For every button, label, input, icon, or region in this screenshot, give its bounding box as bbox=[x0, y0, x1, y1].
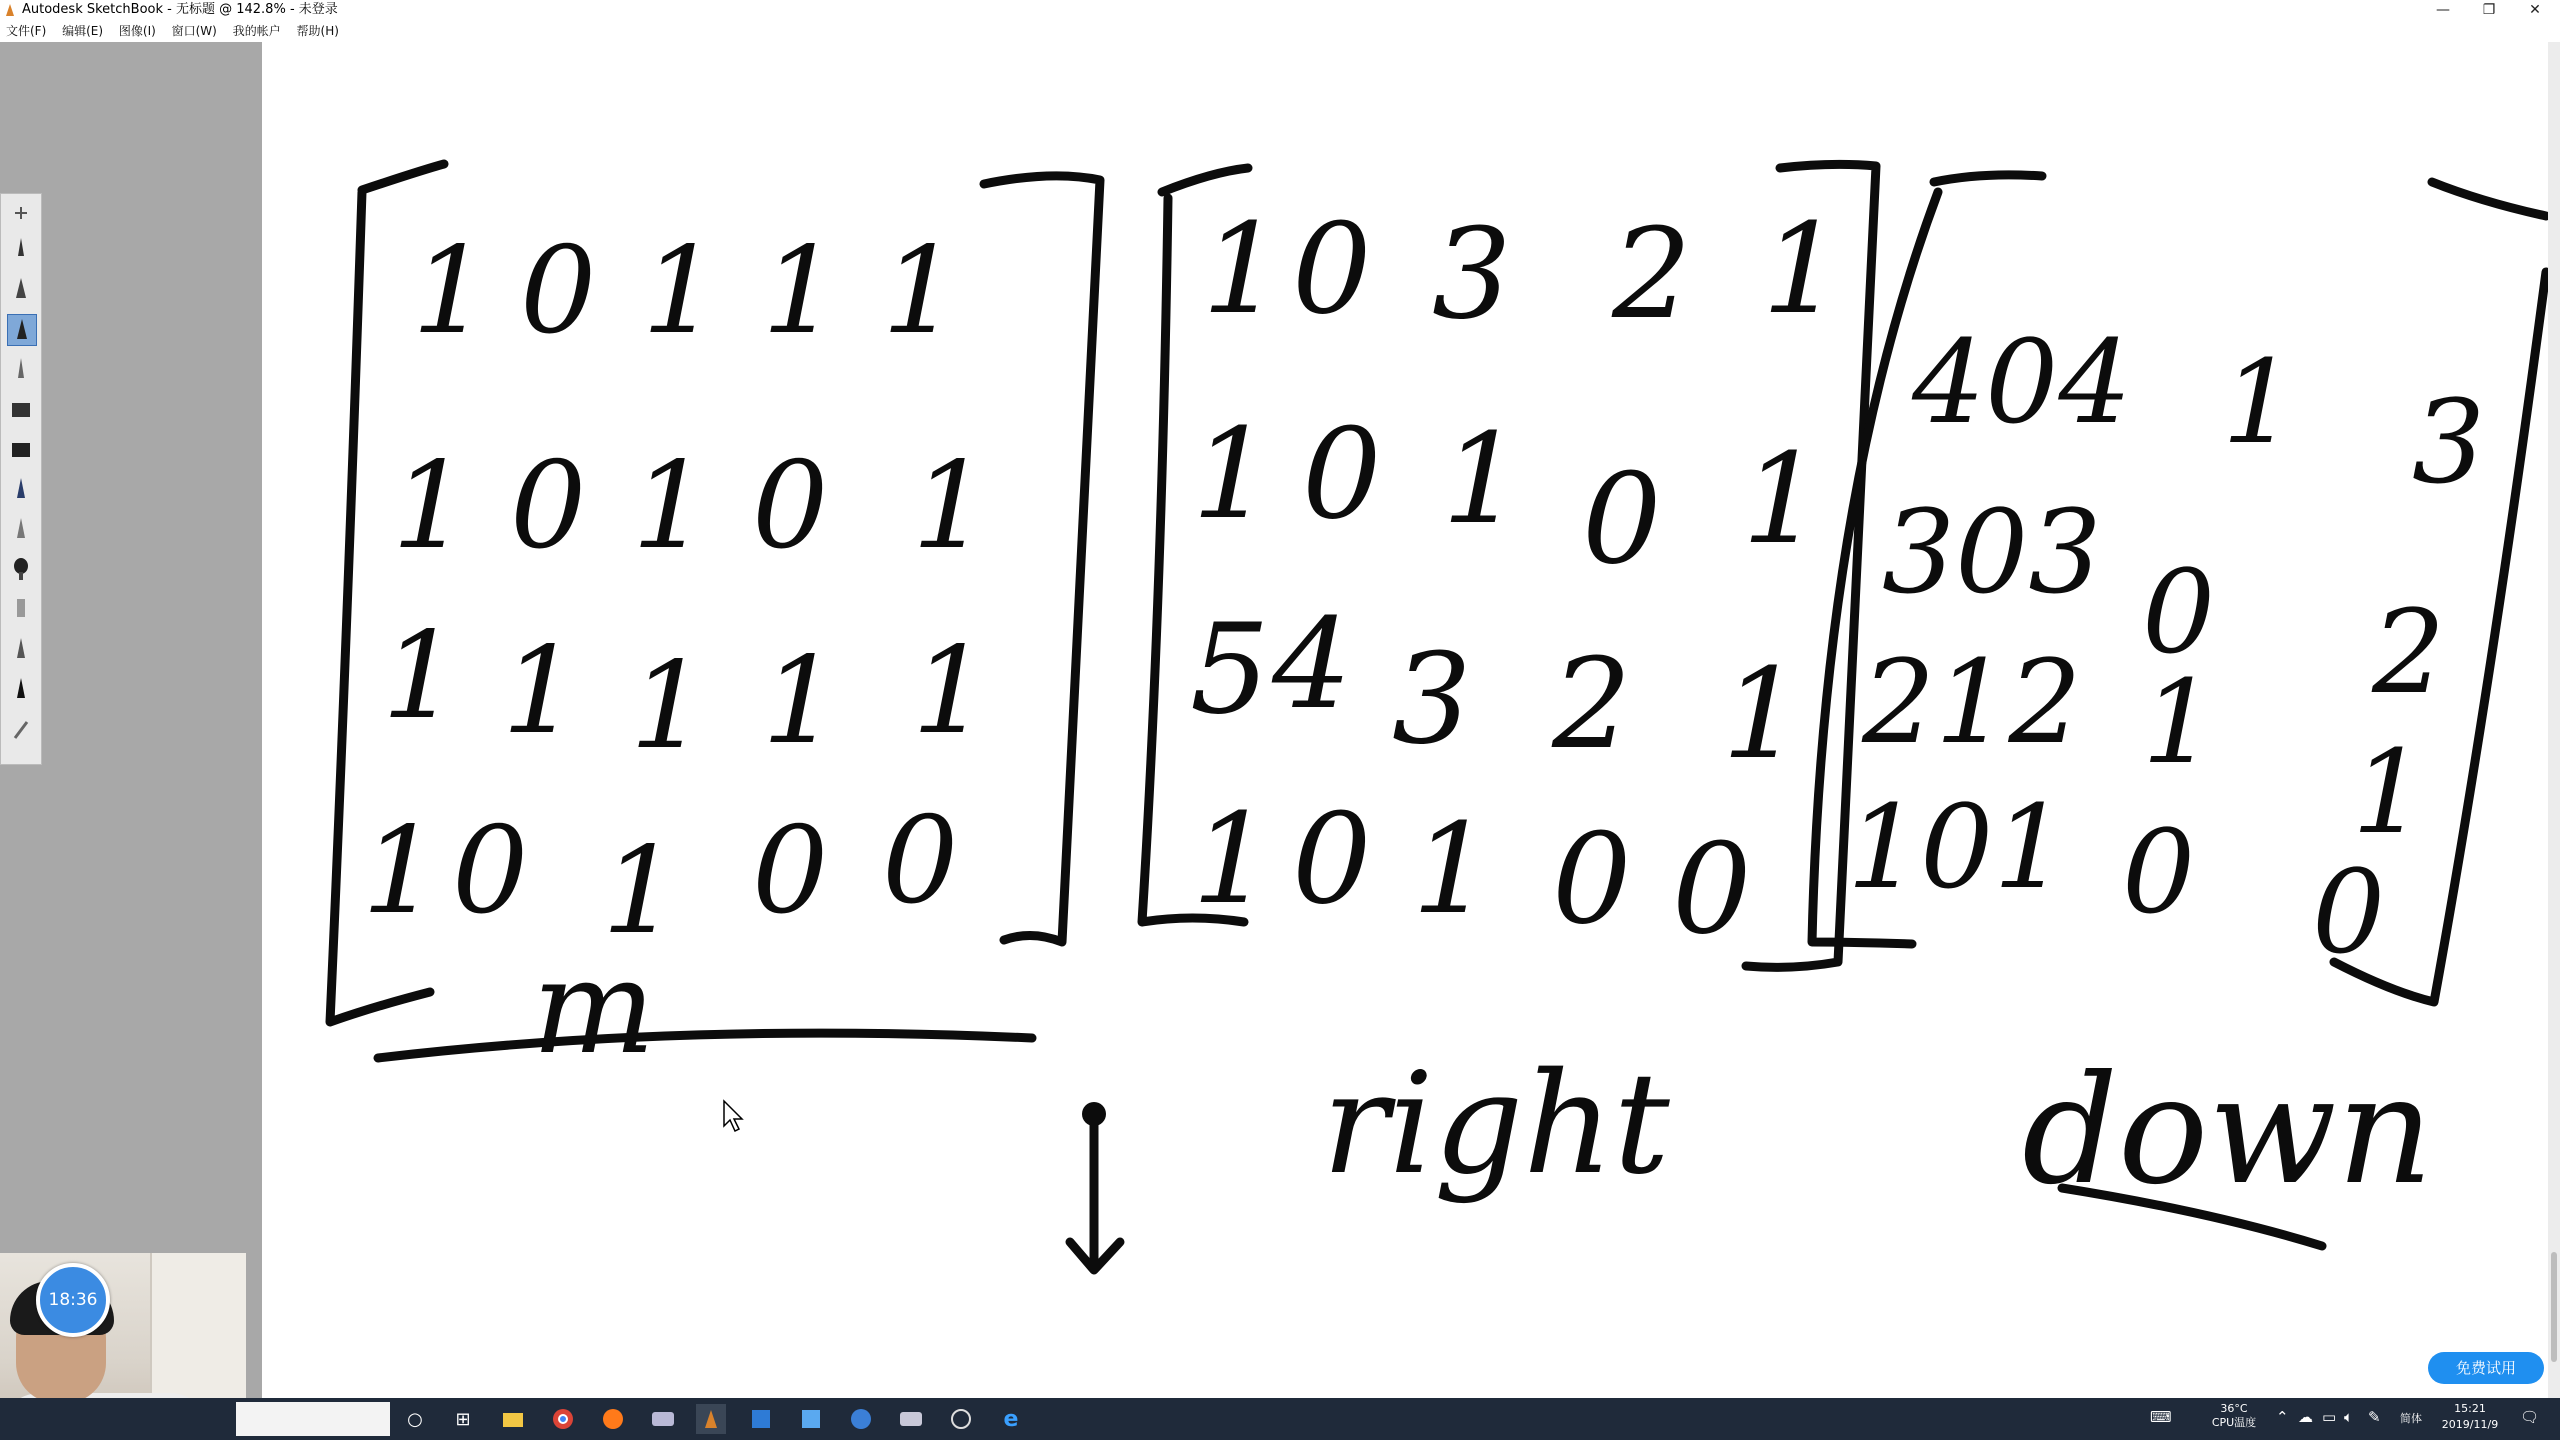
restore-button[interactable]: ❐ bbox=[2482, 2, 2496, 18]
right-cell: 0 bbox=[1672, 817, 1752, 962]
m-cell: 1 bbox=[762, 222, 839, 361]
taskbar bbox=[0, 1398, 2560, 1440]
ballpoint-pen-icon[interactable] bbox=[7, 274, 35, 304]
m-cell: 1 bbox=[630, 637, 707, 776]
right-cell: 0 bbox=[1292, 197, 1372, 342]
right-cell: 1 bbox=[1192, 402, 1272, 547]
m-right-bracket bbox=[984, 176, 1100, 942]
close-button[interactable]: ✕ bbox=[2529, 2, 2541, 18]
right-cell: 1 bbox=[1192, 787, 1272, 932]
app-gray-icon[interactable] bbox=[896, 1404, 926, 1434]
down-cell: 101 bbox=[1847, 781, 2067, 915]
down-cell: 0 bbox=[2312, 846, 2386, 980]
matrix-down bbox=[1847, 316, 2485, 980]
m-cell: 1 bbox=[912, 437, 989, 576]
arrow-dot bbox=[1082, 1102, 1106, 1126]
menu-file[interactable]: 文件(F) bbox=[6, 24, 47, 38]
m-cell: 1 bbox=[382, 607, 459, 746]
app-window-icon[interactable] bbox=[648, 1404, 678, 1434]
m-cell: 1 bbox=[912, 622, 989, 761]
title-bar bbox=[0, 0, 2560, 20]
pencil-icon[interactable] bbox=[7, 234, 35, 264]
m-cell: 0 bbox=[520, 222, 597, 361]
file-explorer-icon[interactable] bbox=[498, 1404, 528, 1434]
down-cell: 303 bbox=[1882, 486, 2102, 620]
ime-indicator[interactable]: 简体 bbox=[2400, 1412, 2422, 1425]
m-cell: 1 bbox=[502, 622, 579, 761]
right-cell: 3 bbox=[1392, 627, 1472, 772]
down-arrow-icon bbox=[1070, 1114, 1120, 1270]
right-cell: 1 bbox=[1722, 642, 1802, 787]
m-cell: 1 bbox=[602, 822, 679, 961]
sketch-layer bbox=[262, 42, 2548, 1398]
down-cell: 2 bbox=[2372, 586, 2446, 720]
right-cell: 2 bbox=[1612, 202, 1692, 347]
right-cell: 2 bbox=[1552, 632, 1632, 777]
hard-eraser-icon[interactable] bbox=[7, 434, 35, 464]
app-light-blue-icon[interactable] bbox=[796, 1404, 826, 1434]
m-cell: 1 bbox=[392, 437, 469, 576]
airbrush-icon[interactable] bbox=[7, 474, 35, 504]
m-cell: 0 bbox=[452, 802, 529, 941]
ink-pen-icon[interactable] bbox=[7, 674, 35, 704]
m-cell: 0 bbox=[752, 802, 829, 941]
clock-app-icon[interactable] bbox=[946, 1404, 976, 1434]
down-cell: 1 bbox=[2222, 336, 2296, 470]
marker-icon[interactable] bbox=[7, 354, 35, 384]
matrix-m bbox=[362, 222, 988, 961]
eraser-icon[interactable] bbox=[7, 394, 35, 424]
brush-toolbar bbox=[0, 193, 42, 765]
menu-bar bbox=[0, 20, 2560, 42]
synthetic-brush-icon[interactable] bbox=[7, 634, 35, 664]
m-cell: 0 bbox=[752, 437, 829, 576]
right-cell: 1 bbox=[1442, 407, 1522, 552]
right-cell: 1 bbox=[1412, 797, 1492, 942]
minimize-button[interactable]: — bbox=[2436, 2, 2450, 18]
vertical-scrollbar[interactable] bbox=[2548, 42, 2560, 1398]
clock-date[interactable]: 2019/11/9 bbox=[2441, 1418, 2499, 1431]
m-cell: 0 bbox=[510, 437, 587, 576]
right-cell: 5 bbox=[1190, 597, 1270, 742]
down-cell: 0 bbox=[2142, 546, 2216, 680]
right-cell: 0 bbox=[1582, 447, 1662, 592]
mouse-cursor-icon bbox=[724, 1101, 742, 1131]
cpu-temp: 36°C bbox=[2220, 1402, 2248, 1415]
cortana-icon[interactable]: ○ bbox=[407, 1408, 423, 1430]
show-hidden-icons-chevron-icon[interactable]: ⌃ bbox=[2276, 1408, 2289, 1426]
recording-timer-text: 18:36 bbox=[48, 1290, 98, 1310]
menu-window[interactable]: 窗口(W) bbox=[171, 24, 217, 38]
m-cell: 1 bbox=[882, 222, 959, 361]
clock-time[interactable]: 15:21 bbox=[2454, 1402, 2486, 1415]
m-cell: 1 bbox=[762, 632, 839, 771]
task-view-icon[interactable]: ⊞ bbox=[455, 1408, 471, 1430]
free-trial-button[interactable]: 免费试用 bbox=[2428, 1352, 2544, 1384]
down-cell: 1 bbox=[2352, 726, 2426, 860]
app-sync-icon[interactable] bbox=[846, 1404, 876, 1434]
sketchbook-app-icon bbox=[4, 3, 16, 17]
firefox-icon[interactable] bbox=[598, 1404, 628, 1434]
pen-icon[interactable] bbox=[7, 314, 37, 346]
right-cell: 1 bbox=[1762, 197, 1842, 342]
m-cell: 1 bbox=[362, 802, 439, 941]
right-cell: 4 bbox=[1272, 592, 1352, 737]
smudge-icon[interactable] bbox=[7, 594, 35, 624]
taskbar-search-box[interactable] bbox=[236, 1402, 390, 1436]
right-cell: 0 bbox=[1552, 807, 1632, 952]
down-cell: 3 bbox=[2412, 376, 2486, 510]
sketchbook-taskbar-icon[interactable] bbox=[696, 1404, 726, 1434]
edge-icon[interactable]: e bbox=[1003, 1406, 1019, 1432]
fill-pen-icon[interactable] bbox=[7, 714, 35, 744]
menu-account[interactable]: 我的帐户 bbox=[232, 24, 281, 38]
right-cell: 1 bbox=[1202, 197, 1282, 342]
pen-tray-icon[interactable]: ✎ bbox=[2368, 1408, 2381, 1426]
onedrive-icon[interactable]: ☁ bbox=[2298, 1408, 2313, 1426]
down-label: down bbox=[2022, 1044, 2434, 1218]
right-cell: 0 bbox=[1302, 402, 1382, 547]
chisel-tip-icon[interactable] bbox=[7, 514, 35, 544]
chrome-icon[interactable] bbox=[548, 1404, 578, 1434]
down-cell: 212 bbox=[1862, 636, 2082, 770]
down-cell: 404 bbox=[1912, 316, 2132, 450]
drawing-canvas[interactable] bbox=[262, 42, 2548, 1398]
right-cell: 0 bbox=[1292, 787, 1372, 932]
m-underline bbox=[378, 1033, 1032, 1058]
matrix-m-label: m bbox=[532, 931, 656, 1083]
right-label: right bbox=[1322, 1043, 1670, 1206]
notification-center-icon[interactable]: 🗨︎ bbox=[2520, 1408, 2540, 1426]
menu-image[interactable]: 图像(I) bbox=[118, 24, 156, 38]
volume-icon[interactable]: 🔈︎ bbox=[2344, 1408, 2354, 1426]
network-icon[interactable]: ▭ bbox=[2322, 1408, 2337, 1426]
m-cell: 1 bbox=[642, 222, 719, 361]
right-cell: 3 bbox=[1432, 202, 1512, 347]
down-cell: 1 bbox=[2142, 656, 2216, 790]
app-blue-icon[interactable] bbox=[746, 1404, 776, 1434]
right-cell: 1 bbox=[1742, 427, 1822, 572]
keyboard-tray-icon[interactable]: ⌨ bbox=[2150, 1408, 2172, 1426]
menu-edit[interactable]: 编辑(E) bbox=[62, 24, 104, 38]
matrix-right bbox=[1190, 197, 1842, 962]
move-tool-icon[interactable] bbox=[7, 198, 35, 228]
recording-timer[interactable] bbox=[36, 1263, 110, 1337]
paintbrush-icon[interactable] bbox=[7, 554, 35, 584]
scrollbar-thumb[interactable] bbox=[2551, 1252, 2557, 1362]
down-cell: 0 bbox=[2122, 806, 2196, 940]
window-title: Autodesk SketchBook - 无标题 @ 142.8% - 未登录 bbox=[22, 2, 338, 17]
menu-help[interactable]: 帮助(H) bbox=[296, 24, 339, 38]
cpu-temp-label: CPU温度 bbox=[2211, 1416, 2257, 1429]
m-cell: 0 bbox=[882, 792, 959, 931]
m-cell: 1 bbox=[632, 437, 709, 576]
m-cell: 1 bbox=[412, 222, 489, 361]
